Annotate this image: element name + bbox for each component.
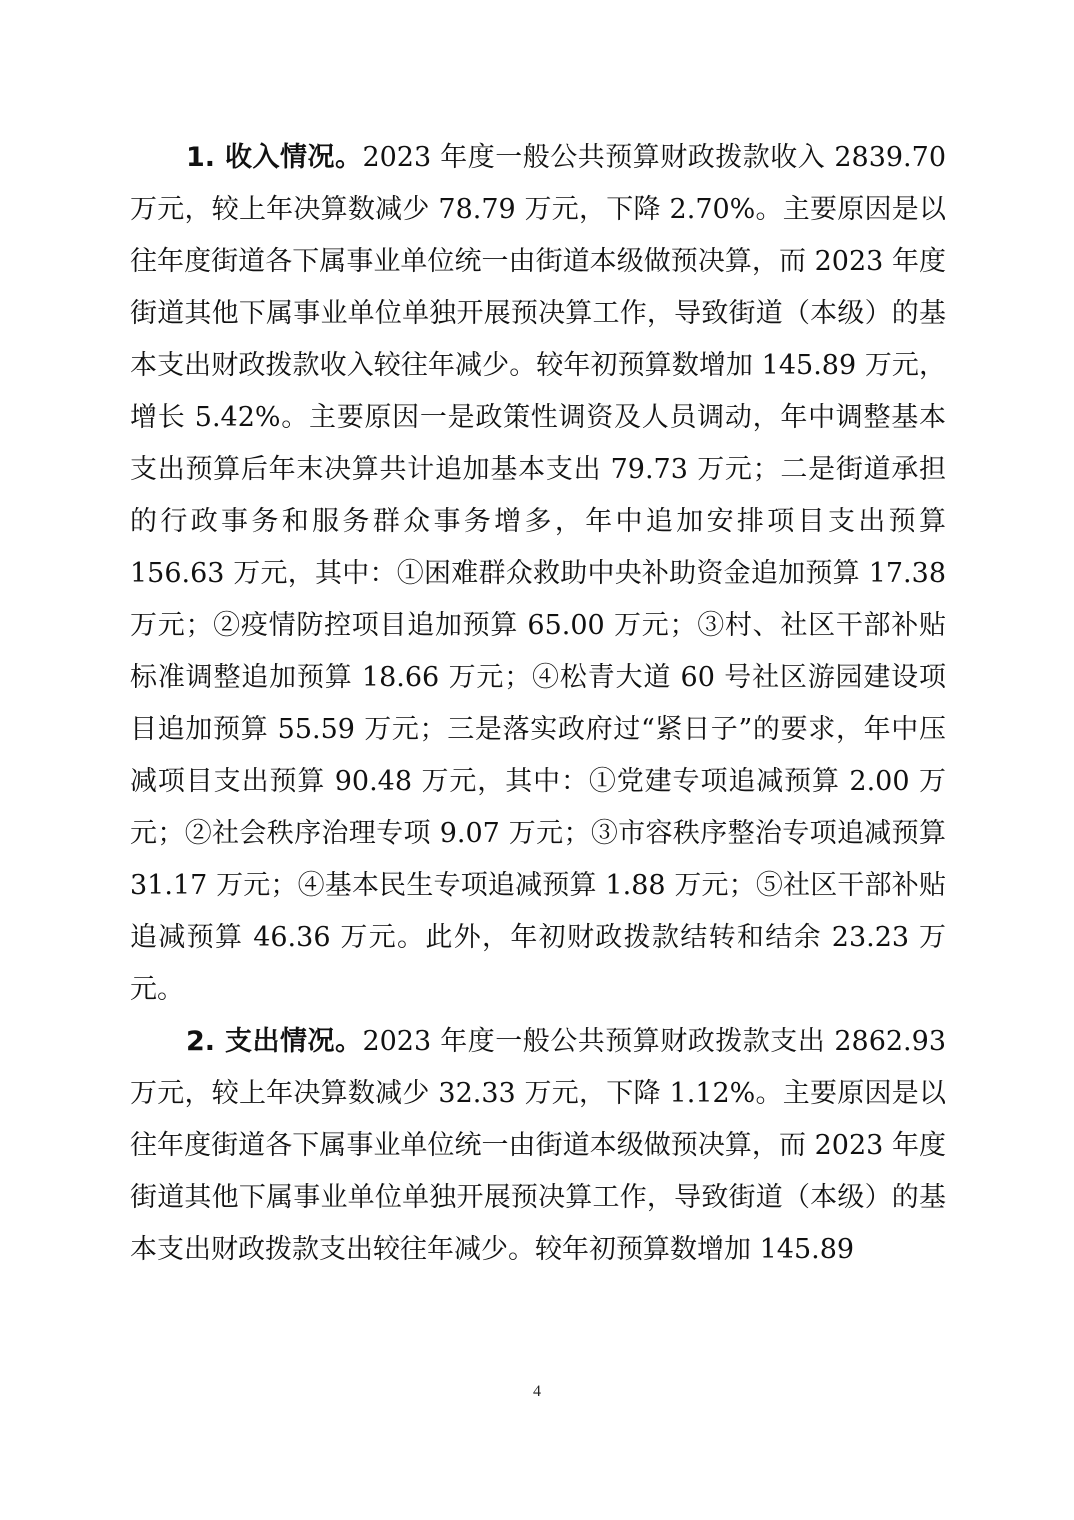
text-income: 2023 年度一般公共预算财政拨款收入 2839.70 万元，较上年决算数减少 78.79 万元，下降 2.70%。主要原因是以往年度街道各下属事业单位统一由街道本级做预决算，而 2023 年度街道其他下属事业单位单独开展预决算工作，导致街道（本级）的基本支出财政拨款收入较往年减少。较年初预算数增加 145.89 万元，增长 5.42%。主要原因一是政策性调资及人员调动，年中调整基本支出预算后年末决算共计追加基本支出 79.73 万元；二是街道承担的行政事务和服务群众事务增多，年中追加安排项目支出预算 156.63 万元，其中：①困难群众救助中央补助资金追加预算 17.38 万元；②疫情防控项目追加预算 65.00 万元；③村、社区干部补贴标准调整追加预算 18.66 万元；④松青大道 60 号社区游园建设项目追加预算 55.59 万元；三是落实政府过“紧日子”的要求，年中压减项目支出预算 90.48 万元，其中：①党建专项追减预算 2.00 万元；②社会秩序治理专项 9.07 万元；③市容秩序整治专项追减预算 31.17 万元；④基本民生专项追减预算 1.88 万元；⑤社区干部补贴追减预算 46.36 万元。此外，年初财政拨款结转和结余 23.23 万元。 bbox=[130, 142, 946, 1005]
paragraph-income bbox=[130, 132, 946, 1016]
document-body bbox=[130, 132, 946, 1276]
heading-income: 1. 收入情况。 bbox=[186, 142, 363, 173]
heading-expenditure: 2. 支出情况。 bbox=[186, 1026, 363, 1057]
paragraph-expenditure bbox=[130, 1016, 946, 1276]
page-number: 4 bbox=[533, 1383, 541, 1400]
text-expenditure: 2023 年度一般公共预算财政拨款支出 2862.93 万元，较上年决算数减少 32.33 万元，下降 1.12%。主要原因是以往年度街道各下属事业单位统一由街道本级做预决算，而 2023 年度街道其他下属事业单位单独开展预决算工作，导致街道（本级）的基本支出财政拨款支出较往年减少。较年初预算数增加 145.89 bbox=[130, 1026, 946, 1265]
